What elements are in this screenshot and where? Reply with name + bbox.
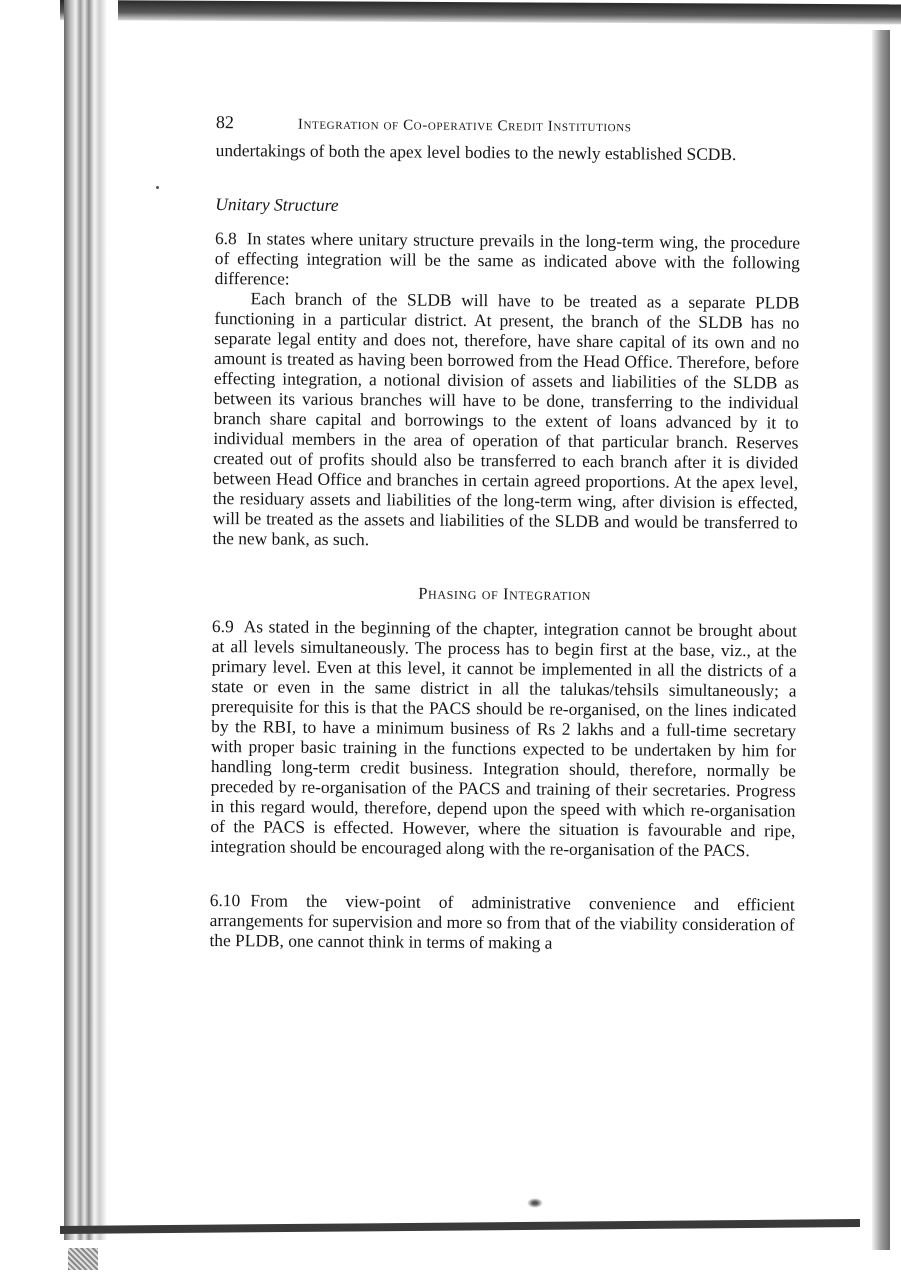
book-page [209,112,801,955]
book-binding-edge [64,0,118,1240]
paragraph-number: 6.10 [209,889,241,911]
paragraph-number: 6.8 [214,227,237,249]
running-head: Integration of Co-operative Credit Institutions [297,116,632,136]
paragraph-text: In states where unitary structure prevails in the long-term wing, the procedure of effecting integration will be the same as indicated above with the following difference: [214,228,801,289]
page-number: 82 [215,112,234,133]
paragraph-6-9 [210,616,797,861]
stray-mark [156,186,159,189]
scan-artifact [68,1248,98,1270]
paragraph-text: As stated in the beginning of the chapter, integration cannot be brought about at all levels simultaneously. The process has to begin first at the base, viz., at the primary level. Even at this level, it cannot be implemented in all the districts of a state or even in the same district in all the talukas/tehsils simultaneously; a prerequisite for this is that the PACS should be re-organised, on the lines indicated by the RBI, to have a minimum business of Rs 2 lakhs and a full-time secretary with proper basic training in the functions expected to be undertaken by him for handling long-term credit business. Integration should, therefore, normally be preceded by re-organisation of the PACS and training of their secretaries. Progress in this regard would, therefore, depend upon the speed with which re-organisation of the PACS is effected. However, where the situation is favourable and ripe, integration should be encouraged along with the re-organisation of the PACS. [210,616,798,861]
ink-smudge [527,1198,543,1208]
paragraph-number: 6.9 [211,615,234,637]
scan-bottom-edge [60,1219,860,1234]
section-heading-phasing: Phasing of Integration [418,583,592,604]
paragraph-6-8 [215,228,800,293]
paragraph-6-8-indented: Each branch of the SLDB will have to be treated as a separate PLDB functioning in a particular district. At present, the branch of the SLDB has no separate legal entity and does not, therefore, have share capital of its own and no amount is treated as having been borrowed from the Head Office. Therefore, before effecting integration, a notional division of assets and liabilities of the SLDB as between its various branches will have to be done, transferring to the individual branch share capital and borrowings to the extent of loans advanced by it to individual members in the area of operation of that particular branch. Reserves created out of profits should also be transferred to each branch after it is divided between Head Office and branches in certain agreed proportions. At the apex level, the residuary assets and liabilities of the long-term wing, after division is effected, will be treated as the assets and liabilities of the SLDB and would be transferred to the new bank, as such. [212,288,800,550]
scan-top-shadow [60,0,901,24]
paragraph-text: From the view-point of administrative convenience and efficient arrangements for supervision and more so from that of the viability consideration of the PLDB, one cannot think in terms of making a [209,890,795,953]
paragraph-6-10 [209,890,794,955]
continuation-paragraph: undertakings of both the apex level bodies to the newly established SCDB. [215,139,737,165]
page-right-edge-shadow [872,30,890,1250]
subheading-unitary-structure: Unitary Structure [215,193,339,215]
